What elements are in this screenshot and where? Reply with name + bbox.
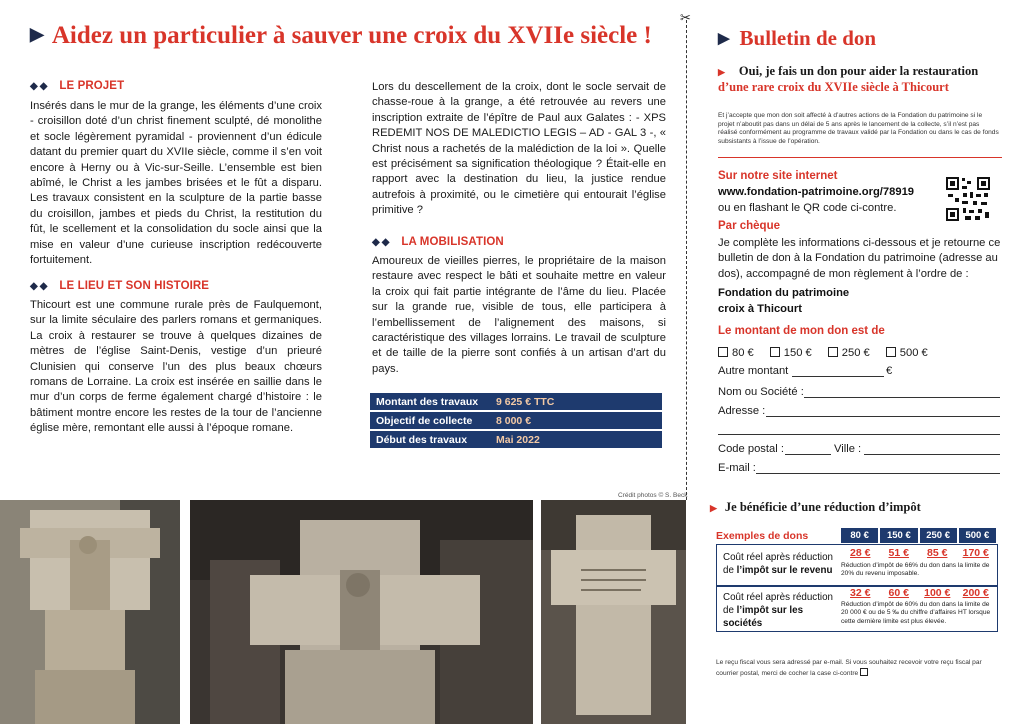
reduction-heading: ▶ Je bénéficie d’une réduction d’impôt: [710, 500, 921, 514]
adresse-field-2[interactable]: [718, 434, 1000, 435]
photo-cross-inscription: [541, 500, 686, 724]
triangle-icon: ▶: [718, 67, 725, 77]
examples-header: 80 € 150 € 250 € 500 €: [841, 528, 996, 543]
cheque-heading: Par chèque: [718, 220, 780, 232]
page-title: ▶ Aidez un particulier à sauver une croix du XVIIe siècle !: [30, 22, 652, 49]
amount-option[interactable]: 500 €: [886, 347, 928, 359]
disclaimer: Et j’accepte que mon don soit affecté à d’autres actions de la Fondation du patrimoine si le projet n’aboutit pas dans un délai de 5 ans après le lancement de la collecte, s’il n’est pas réalisé conformément au programme de travaux validé par la Fondation ou dans le cas de fonds subsistants à l’issue de l’opération.: [718, 112, 999, 145]
cut-line: [686, 20, 687, 500]
checkbox[interactable]: [770, 347, 780, 357]
checkbox[interactable]: [828, 347, 838, 357]
photo-cross-wall: [0, 500, 180, 724]
row-impot-revenu: Coût réel après réduction de l’impôt sur le revenu 28 € 51 € 85 € 170 € Réduction d’impôt de 66% du don dans la limite de 20% du revenu imposable.: [716, 544, 998, 586]
cp-field[interactable]: [785, 454, 831, 455]
qr-code-icon[interactable]: [945, 176, 991, 222]
table-row: Montant des travaux 9 625 € TTC: [370, 393, 662, 410]
photo-credit: Crédit photos © S. Beck: [618, 492, 688, 499]
nom-label: Nom ou Société :: [718, 386, 804, 398]
email-label: E-mail :: [718, 462, 756, 474]
amount-option[interactable]: 150 €: [770, 347, 812, 359]
adresse-label: Adresse :: [718, 405, 766, 417]
table-row: Objectif de collecte 8 000 €: [370, 412, 662, 429]
cp-label: Code postal :: [718, 443, 784, 455]
triangle-icon: ▶: [710, 503, 717, 513]
nom-field[interactable]: [804, 397, 1000, 398]
checkbox[interactable]: [718, 347, 728, 357]
email-field[interactable]: [756, 473, 1000, 474]
inscription-text: Lors du descellement de la croix, dont le socle servait de chasse-roue à la grange, a été retrouvée au revers une inscription extraite de l’épître de Paul aux Galates : - XPS REDEMIT NOS DE MALEDICTIO LEGIS – AD - GAL 3 -, « Christ nous a rachetés de la malédiction de la loi ». Quelle est précisément sa signification théologique ? Était-elle en rapport avec la destination du lieu, la justice rendue autrefois à proximité, ou le cimetière qui entourait l’église primitive ?: [372, 81, 666, 217]
section-heading-mobilisation: ◆◆ LA MOBILISATION: [372, 236, 504, 248]
photo-cross-christ: [190, 500, 533, 724]
bulletin-subtitle-2: d’une rare croix du XVIIe siècle à Thicourt: [718, 80, 949, 94]
ville-field[interactable]: [864, 454, 1000, 455]
bulletin-subtitle: ▶ Oui, je fais un don pour aider la restauration: [718, 64, 979, 78]
checkbox[interactable]: [886, 347, 896, 357]
project-info-table: [370, 391, 662, 450]
bulletin-title: ▶ Bulletin de don: [718, 26, 877, 50]
diamond-icon: ◆◆: [30, 81, 50, 92]
euro-sign: €: [886, 365, 893, 377]
ville-label: Ville :: [834, 443, 862, 455]
triangle-icon: ▶: [30, 24, 44, 44]
lieu-text: Thicourt est une commune rurale près de Faulquemont, sur la limite séculaire des parlers romans et germaniques. La croix à restaurer se trouve à quelques dizaines de mètres de l’église Saint-Denis, vestige d’un prieuré Clunisien qui conserve l’un des plus beaux chœurs romans de Lorraine. La croix est insérée en saillie dans le mur d’un corps de ferme également chargé d’histoire : le bâtiment montre encore les restes de la tour de l’ancienne église mère, remontant elle aussi à l’époque romane.: [30, 299, 322, 435]
projet-text: Insérés dans le mur de la grange, les éléments d’une croix - croisillon doté d’un christ finement sculpté, dé monolithe et socle légèrement pyramidal - proviennent d’un édicule datant du premier quart du XVIIe siècle, comme il s’en voit encore à Herny ou à Vic-sur-Seille. L’ensemble est bien abîmé, le Christ a les jambes brisées et le fût a disparu. Les travaux consistent en la sculpture de la partie basse du croisillon, jambes et pieds du Christ, la restitution du fût, le scellement et la consolidation du socle ainsi que la mise en valeur d’une curieuse inscription redécouverte fortuitement.: [30, 100, 322, 267]
row-impot-societes: Coût réel après réduction de l’impôt sur les sociétés 32 € 60 € 100 € 200 € Réduction d’impôt de 60% du don dans la limite de 20 000 € ou de 5 ‰ du chiffre d’affaires HT lorsque cette dernière limite est plus élevée.: [716, 586, 998, 632]
section-heading-projet: ◆◆ LE PROJET: [30, 80, 125, 92]
cheque-order-2: croix à Thicourt: [718, 303, 802, 315]
montant-heading: Le montant de mon don est de: [718, 325, 885, 337]
cheque-text: Je complète les informations ci-dessous et je retourne ce bulletin de don à la Fondation du patrimoine (adresse au dos), accompagné de mon règlement à l’ordre de :: [718, 237, 1001, 280]
examples-label: Exemples de dons: [716, 530, 809, 542]
diamond-icon: ◆◆: [372, 237, 392, 248]
diamond-icon: ◆◆: [30, 281, 50, 292]
divider: [718, 157, 1002, 158]
cheque-order: Fondation du patrimoine: [718, 287, 850, 299]
autre-montant-label: Autre montant: [718, 365, 789, 377]
section-heading-lieu: ◆◆ LE LIEU ET SON HISTOIRE: [30, 280, 210, 292]
site-heading: Sur notre site internet: [718, 170, 838, 182]
triangle-icon: ▶: [718, 31, 730, 47]
amount-option[interactable]: 80 €: [718, 347, 754, 359]
postal-receipt-checkbox[interactable]: [860, 668, 868, 676]
mobilisation-text: Amoureux de vieilles pierres, le propriétaire de la maison restaure avec respect le bâti et souhaite mettre en valeur la croix qui fait partie intégrante de l’âme du lieu. Placée sur la grande rue, visible de tous, elle participera à l’embellissement de l’alignement des maisons, si caractéristique des villages lorrains. Le travail de sculpture et de taille de la pierre sont confiés à un artisan d’art du pays.: [372, 255, 666, 375]
autre-montant-field[interactable]: [792, 376, 884, 377]
site-url[interactable]: www.fondation-patrimoine.org/78919: [718, 186, 915, 198]
site-qr-text: ou en flashant le QR code ci-contre.: [718, 202, 897, 214]
amount-options: [718, 346, 928, 361]
amount-option[interactable]: 250 €: [828, 347, 870, 359]
scissors-icon: ✂: [680, 10, 691, 25]
adresse-field[interactable]: [766, 416, 1000, 417]
footer-note: Le reçu fiscal vous sera adressé par e-mail. Si vous souhaitez recevoir votre reçu fiscal par courrier postal, merci de cocher la case ci-contre: [716, 659, 982, 677]
table-row: Début des travaux Mai 2022: [370, 431, 662, 448]
